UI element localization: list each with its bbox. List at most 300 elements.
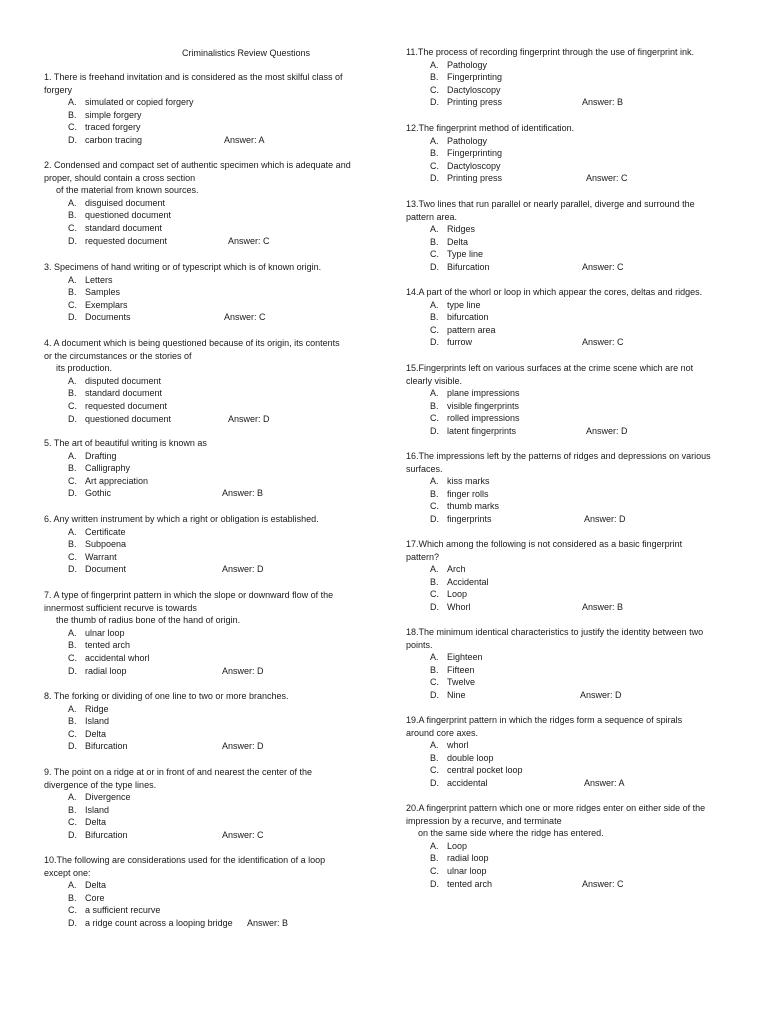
question-stem-line: 19.A fingerprint pattern in which the ridges form a sequence of spirals [406, 715, 683, 725]
question-stem [406, 538, 728, 563]
option-text: Ridge [85, 703, 109, 714]
answer-label: Answer: C [586, 173, 628, 184]
option-text: Pathology [447, 59, 488, 70]
question-14 [406, 286, 728, 349]
option-letter: B. [68, 210, 77, 221]
option-letter: D. [68, 235, 77, 246]
question-stem [406, 802, 728, 840]
option-text: radial loop [447, 853, 489, 864]
option-letter: C. [430, 501, 439, 512]
option-text: Divergence [85, 792, 131, 803]
option-item [44, 222, 366, 235]
question-2 [44, 159, 366, 247]
option-item [44, 400, 366, 413]
question-stem-line: 20.A fingerprint pattern which one or more ridges enter on either side of the [406, 803, 706, 813]
option-item [44, 286, 366, 299]
option-item [406, 689, 728, 702]
option-text: central pocket loop [447, 765, 523, 776]
option-list [44, 274, 366, 324]
option-item [44, 639, 366, 652]
option-list [406, 563, 728, 613]
option-text: ulnar loop [85, 627, 125, 638]
option-letter: B. [68, 804, 77, 815]
option-text: Core [85, 892, 105, 903]
option-letter: A. [430, 652, 439, 663]
question-9 [44, 766, 366, 842]
option-item [44, 715, 366, 728]
option-text: Type line [447, 249, 484, 260]
option-text: Fingerprinting [447, 148, 503, 159]
option-text: Dactyloscopy [447, 160, 501, 171]
question-stem-line: proper, should contain a cross section [44, 172, 196, 183]
question-stem-line: 17.Which among the following is not considered as a basic fingerprint [406, 539, 683, 549]
option-letter: B. [68, 463, 77, 474]
option-letter: C. [430, 84, 439, 95]
option-item [44, 791, 366, 804]
option-letter: D. [430, 601, 439, 612]
option-letter: B. [430, 488, 439, 499]
option-item [406, 84, 728, 97]
option-letter: B. [430, 312, 439, 323]
option-letter: A. [430, 740, 439, 751]
option-item [44, 904, 366, 917]
answer-label: Answer: C [582, 878, 624, 889]
option-item [406, 739, 728, 752]
question-stem-line: points. [406, 639, 433, 650]
question-stem-line: 2. Condensed and compact set of authentic specimen which is adequate and [44, 160, 351, 170]
option-item [44, 740, 366, 753]
option-item [44, 526, 366, 539]
option-item [406, 752, 728, 765]
option-letter: B. [68, 892, 77, 903]
option-list [44, 197, 366, 247]
option-item [44, 96, 366, 109]
option-letter: D. [430, 689, 439, 700]
option-letter: C. [68, 299, 77, 310]
option-item [406, 135, 728, 148]
option-item [406, 852, 728, 865]
option-item [406, 324, 728, 337]
question-stem [44, 261, 366, 274]
option-letter: A. [68, 375, 77, 386]
option-letter: B. [68, 539, 77, 550]
option-text: a ridge count across a looping bridge [85, 917, 233, 928]
question-stem-line: 5. The art of beautiful writing is known as [44, 438, 207, 448]
answer-label: Answer: D [580, 689, 622, 700]
option-item [406, 500, 728, 513]
option-letter: B. [68, 640, 77, 651]
option-letter: B. [68, 388, 77, 399]
option-letter: C. [68, 728, 77, 739]
question-stem-line: divergence of the type lines. [44, 779, 157, 790]
question-stem [406, 198, 728, 223]
option-text: disputed document [85, 375, 162, 386]
option-letter: A. [430, 476, 439, 487]
question-1 [44, 71, 366, 147]
option-text: latent fingerprints [447, 425, 517, 436]
option-item [44, 387, 366, 400]
option-text: standard document [85, 388, 163, 399]
question-stem [44, 71, 366, 96]
option-item [44, 627, 366, 640]
option-list [44, 791, 366, 841]
question-stem [406, 122, 728, 135]
option-text: a sufficient recurve [85, 905, 161, 916]
option-item [406, 172, 728, 185]
answer-label: Answer: D [586, 425, 628, 436]
option-text: Letters [85, 274, 113, 285]
option-letter: D. [430, 425, 439, 436]
option-text: accidental [447, 777, 488, 788]
option-item [44, 487, 366, 500]
answer-label: Answer: B [222, 488, 264, 499]
answer-label: Answer: D [584, 513, 626, 524]
question-stem-line: 13.Two lines that run parallel or nearly parallel, diverge and surround the [406, 199, 695, 209]
question-stem-line: 11.The process of recording fingerprint through the use of fingerprint ink. [406, 47, 694, 57]
option-item [406, 311, 728, 324]
option-letter: B. [430, 72, 439, 83]
question-stem-line: 4. A document which is being questioned because of its origin, its contents [44, 338, 340, 348]
option-item [44, 829, 366, 842]
option-letter: A. [68, 526, 77, 537]
option-item [44, 538, 366, 551]
option-item [406, 147, 728, 160]
option-item [44, 235, 366, 248]
question-stem-line: 7. A type of fingerprint pattern in which the slope or downward flow of the [44, 590, 334, 600]
question-stem-line: 12.The fingerprint method of identification. [406, 123, 575, 133]
option-item [406, 425, 728, 438]
option-text: requested document [85, 400, 168, 411]
option-letter: D. [68, 564, 77, 575]
option-text: standard document [85, 222, 163, 233]
option-item [44, 109, 366, 122]
option-item [406, 412, 728, 425]
document-title: Criminalistics Review Questions [181, 48, 311, 58]
option-letter: C. [430, 765, 439, 776]
option-item [44, 665, 366, 678]
option-letter: A. [68, 450, 77, 461]
option-item [406, 764, 728, 777]
option-item [44, 563, 366, 576]
option-item [44, 450, 366, 463]
option-letter: A. [430, 299, 439, 310]
option-text: tented arch [447, 878, 493, 889]
option-item [406, 513, 728, 526]
question-stem [44, 690, 366, 703]
option-letter: C. [68, 905, 77, 916]
option-text: Printing press [447, 173, 503, 184]
option-text: Bifurcation [85, 741, 128, 752]
option-text: bifurcation [447, 312, 489, 323]
option-item [44, 892, 366, 905]
question-stem-line: innermost sufficient recurve is towards [44, 602, 197, 613]
option-text: Dactyloscopy [447, 84, 501, 95]
answer-label: Answer: A [584, 777, 625, 788]
option-text: fingerprints [447, 513, 492, 524]
option-item [406, 160, 728, 173]
option-text: questioned document [85, 413, 172, 424]
option-letter: D. [430, 261, 439, 272]
option-list [44, 703, 366, 753]
option-text: kiss marks [447, 476, 490, 487]
option-text: Nine [447, 689, 466, 700]
option-text: Accidental [447, 576, 489, 587]
option-item [406, 563, 728, 576]
question-stem [406, 46, 728, 59]
answer-label: Answer: D [222, 564, 264, 575]
option-list [44, 375, 366, 425]
option-item [406, 59, 728, 72]
option-item [406, 840, 728, 853]
option-text: Twelve [447, 677, 476, 688]
option-list [406, 223, 728, 273]
option-text: visible fingerprints [447, 400, 520, 411]
option-letter: C. [68, 551, 77, 562]
question-stem-line: surfaces. [406, 463, 443, 474]
option-list [406, 475, 728, 525]
option-letter: A. [430, 224, 439, 235]
question-17 [406, 538, 728, 614]
option-item [406, 878, 728, 891]
question-4 [44, 337, 366, 425]
option-item [44, 121, 366, 134]
question-stem [406, 626, 728, 651]
question-stem-line: or the circumstances or the stories of [44, 350, 192, 361]
option-text: Printing press [447, 97, 503, 108]
option-item [44, 475, 366, 488]
option-text: plane impressions [447, 388, 520, 399]
question-stem-line: 15.Fingerprints left on various surfaces at the crime scene which are not [406, 363, 694, 373]
option-text: furrow [447, 337, 473, 348]
question-stem-line: the thumb of radius bone of the hand of origin. [56, 615, 241, 626]
option-item [44, 462, 366, 475]
option-text: Delta [85, 817, 107, 828]
option-letter: B. [430, 400, 439, 411]
question-stem-line: 10.The following are considerations used for the identification of a loop [44, 855, 326, 865]
option-item [406, 488, 728, 501]
question-stem [44, 437, 366, 450]
option-letter: A. [68, 97, 77, 108]
option-text: thumb marks [447, 501, 500, 512]
question-stem-line: clearly visible. [406, 375, 463, 386]
option-text: Subpoena [85, 539, 127, 550]
option-text: Art appreciation [85, 475, 149, 486]
option-item [406, 676, 728, 689]
question-3 [44, 261, 366, 324]
question-stem [406, 714, 728, 739]
option-item [44, 375, 366, 388]
option-text: Island [85, 716, 110, 727]
option-list [44, 450, 366, 500]
option-text: Delta [85, 880, 107, 891]
option-item [406, 71, 728, 84]
answer-label: Answer: C [582, 261, 624, 272]
question-16 [406, 450, 728, 526]
option-item [44, 274, 366, 287]
option-item [406, 299, 728, 312]
option-item [44, 804, 366, 817]
option-letter: D. [68, 488, 77, 499]
question-12 [406, 122, 728, 185]
option-text: Drafting [85, 450, 117, 461]
option-letter: B. [68, 716, 77, 727]
option-text: simulated or copied forgery [85, 97, 194, 108]
option-letter: D. [68, 312, 77, 323]
question-13 [406, 198, 728, 274]
option-text: simple forgery [85, 109, 142, 120]
option-letter: C. [430, 589, 439, 600]
option-letter: A. [68, 627, 77, 638]
option-letter: B. [430, 752, 439, 763]
option-letter: D. [68, 917, 77, 928]
option-text: tented arch [85, 640, 131, 651]
option-list [406, 651, 728, 701]
option-item [44, 197, 366, 210]
option-letter: D. [68, 134, 77, 145]
question-15 [406, 362, 728, 438]
question-stem-line: around core axes. [406, 727, 479, 738]
option-list [44, 879, 366, 929]
option-letter: C. [68, 222, 77, 233]
answer-label: Answer: C [228, 235, 270, 246]
question-stem-line: 16.The impressions left by the patterns of ridges and depressions on various [406, 451, 711, 461]
option-letter: A. [68, 197, 77, 208]
option-text: Loop [447, 840, 468, 851]
question-stem-line: except one: [44, 867, 91, 878]
option-letter: A. [68, 792, 77, 803]
option-text: Arch [447, 564, 466, 575]
option-letter: C. [430, 324, 439, 335]
option-item [44, 728, 366, 741]
answer-label: Answer: C [224, 312, 266, 323]
option-letter: A. [68, 880, 77, 891]
question-stem [406, 450, 728, 475]
option-item [44, 879, 366, 892]
question-7 [44, 589, 366, 677]
question-stem-line: 3. Specimens of hand writing or of typescript which is of known origin. [44, 262, 322, 272]
answer-label: Answer: A [224, 134, 265, 145]
option-letter: C. [430, 160, 439, 171]
option-item [44, 551, 366, 564]
option-letter: C. [68, 475, 77, 486]
question-20 [406, 802, 728, 890]
option-text: Whorl [447, 601, 471, 612]
option-text: accidental whorl [85, 652, 150, 663]
option-item [44, 413, 366, 426]
option-list [406, 59, 728, 109]
option-text: Calligraphy [85, 463, 131, 474]
question-stem-line: 9. The point on a ridge at or in front of and nearest the center of the [44, 767, 313, 777]
question-stem [44, 766, 366, 791]
option-text: Samples [85, 287, 121, 298]
option-text: disguised document [85, 197, 166, 208]
option-item [406, 400, 728, 413]
option-text: questioned document [85, 210, 172, 221]
option-text: Island [85, 804, 110, 815]
option-item [406, 336, 728, 349]
option-letter: D. [430, 878, 439, 889]
option-letter: C. [430, 249, 439, 260]
option-text: type line [447, 299, 481, 310]
option-text: double loop [447, 752, 494, 763]
answer-label: Answer: B [582, 97, 624, 108]
option-text: Exemplars [85, 299, 128, 310]
question-stem-line: on the same side where the ridge has entered. [418, 828, 604, 839]
option-list [406, 739, 728, 789]
answer-label: Answer: D [228, 413, 270, 424]
option-item [406, 223, 728, 236]
option-item [44, 134, 366, 147]
question-stem-line: 6. Any written instrument by which a right or obligation is established. [44, 514, 319, 524]
option-item [406, 475, 728, 488]
question-stem-line: forgery [44, 84, 73, 95]
option-letter: D. [68, 829, 77, 840]
question-stem-line: impression by a recurve, and terminate [406, 815, 562, 826]
option-item [44, 311, 366, 324]
question-11 [406, 46, 728, 109]
answer-label: Answer: B [247, 917, 289, 928]
question-stem [406, 286, 728, 299]
question-stem [44, 589, 366, 627]
option-letter: D. [68, 413, 77, 424]
option-letter: B. [430, 236, 439, 247]
question-stem-line: its production. [56, 363, 113, 374]
option-item [406, 248, 728, 261]
option-letter: D. [430, 777, 439, 788]
option-item [406, 651, 728, 664]
option-text: Fingerprinting [447, 72, 503, 83]
option-list [406, 135, 728, 185]
option-text: Warrant [85, 551, 117, 562]
option-text: Ridges [447, 224, 476, 235]
option-letter: B. [430, 853, 439, 864]
option-text: finger rolls [447, 488, 489, 499]
question-8 [44, 690, 366, 753]
answer-label: Answer: C [582, 337, 624, 348]
question-stem [44, 854, 366, 879]
question-stem-line: pattern? [406, 551, 440, 562]
option-letter: A. [68, 274, 77, 285]
option-text: traced forgery [85, 122, 141, 133]
option-item [44, 703, 366, 716]
option-list [44, 526, 366, 576]
question-19 [406, 714, 728, 790]
option-item [44, 209, 366, 222]
option-list [406, 840, 728, 890]
option-letter: A. [430, 59, 439, 70]
option-letter: C. [68, 652, 77, 663]
option-text: requested document [85, 235, 168, 246]
answer-label: Answer: D [222, 741, 264, 752]
option-text: carbon tracing [85, 134, 143, 145]
question-18 [406, 626, 728, 702]
option-text: Delta [85, 728, 107, 739]
question-stem [44, 513, 366, 526]
question-stem-line: pattern area. [406, 211, 458, 222]
answer-label: Answer: B [582, 601, 624, 612]
option-letter: D. [430, 337, 439, 348]
option-text: Loop [447, 589, 468, 600]
option-letter: D. [430, 513, 439, 524]
option-letter: D. [430, 173, 439, 184]
option-item [406, 777, 728, 790]
option-item [406, 96, 728, 109]
option-text: pattern area [447, 324, 496, 335]
option-item [406, 387, 728, 400]
option-letter: B. [430, 664, 439, 675]
option-item [406, 576, 728, 589]
option-letter: A. [430, 564, 439, 575]
